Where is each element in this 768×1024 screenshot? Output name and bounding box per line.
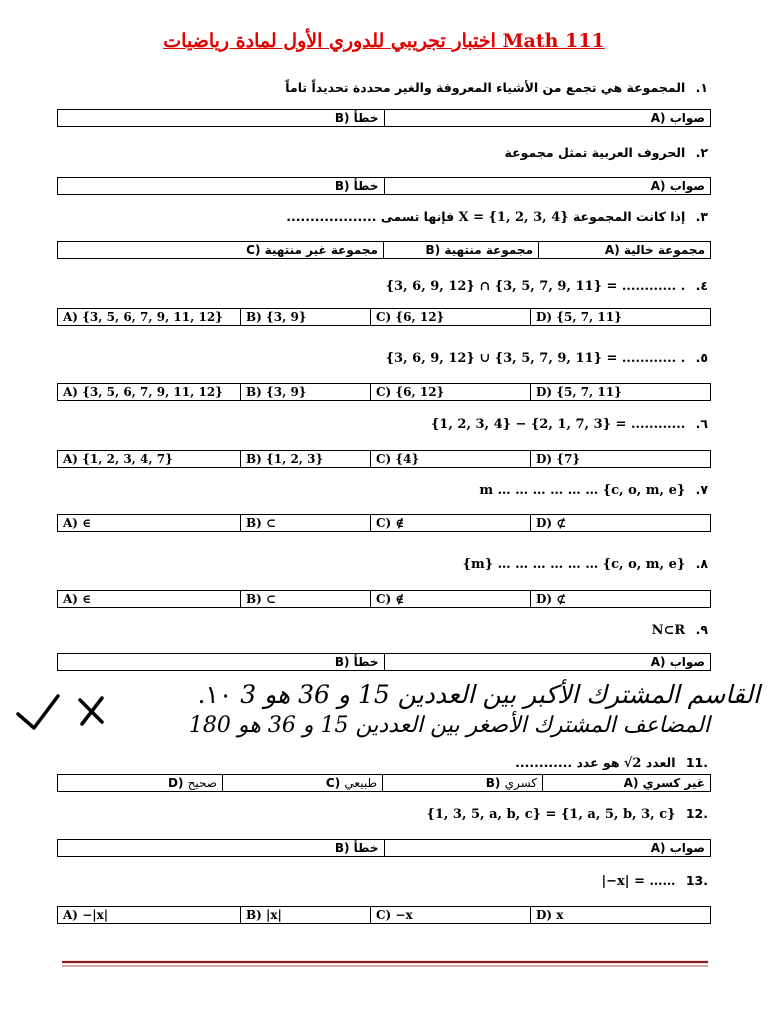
option-b[interactable]: خطأ (B bbox=[58, 840, 385, 857]
question-math: m … … … … … … {c, o, m, e} bbox=[479, 483, 686, 498]
question-text: المجموعة هي تجمع من الأشياء المعروفة والغير محددة تحديداً تاماً bbox=[285, 80, 686, 95]
option-d[interactable]: D) ⊄ bbox=[531, 591, 711, 608]
question-number: ٨. bbox=[695, 556, 708, 571]
option-a[interactable]: غير كسري (A bbox=[543, 775, 711, 792]
question-5 bbox=[68, 350, 708, 366]
option-c[interactable]: C) {4} bbox=[371, 451, 531, 468]
option-b[interactable]: خطأ (B bbox=[58, 654, 385, 671]
question-text: العدد bbox=[645, 755, 676, 770]
question-6 bbox=[68, 416, 708, 432]
answer-table-q4 bbox=[57, 308, 711, 326]
answer-table-q6 bbox=[57, 450, 711, 468]
title-arabic: اختبار تجريبي للدوري الأول لمادة رياضيات bbox=[163, 30, 496, 52]
question-number: .12 bbox=[685, 806, 708, 821]
question-text-after: فإنها تسمى ................... bbox=[286, 209, 455, 224]
option-a[interactable]: صواب (A bbox=[384, 110, 711, 127]
answer-table-q3 bbox=[57, 241, 711, 259]
answer-table-q1 bbox=[57, 109, 711, 127]
check-mark-icon bbox=[18, 696, 58, 728]
answer-table-q5 bbox=[57, 383, 711, 401]
title-course-code: Math 111 bbox=[502, 30, 605, 52]
option-a[interactable]: A) −|x| bbox=[58, 907, 241, 924]
question-math: √2 bbox=[623, 756, 642, 771]
question-math: {3, 6, 9, 12} ∪ {3, 5, 7, 9, 11} = ............ . bbox=[385, 351, 686, 366]
question-math: {3, 6, 9, 12} ∩ {3, 5, 7, 9, 11} = ............ . bbox=[385, 279, 686, 294]
option-d[interactable]: D) {7} bbox=[531, 451, 711, 468]
question-9 bbox=[68, 622, 708, 638]
option-a[interactable]: صواب (A bbox=[384, 654, 711, 671]
question-7 bbox=[68, 482, 708, 498]
option-b[interactable]: مجموعة منتهية (B bbox=[384, 242, 539, 259]
option-a[interactable]: A) {3, 5, 6, 7, 9, 11, 12} bbox=[58, 384, 241, 401]
question-13 bbox=[68, 873, 708, 889]
option-b[interactable]: B) {1, 2, 3} bbox=[241, 451, 371, 468]
option-c[interactable]: C) {6, 12} bbox=[371, 384, 531, 401]
question-4 bbox=[68, 278, 708, 294]
question-math: X = {1, 2, 3, 4} bbox=[458, 210, 569, 225]
option-b[interactable]: B) {3, 9} bbox=[241, 309, 371, 326]
question-text: إذا كانت المجموعة bbox=[572, 209, 686, 224]
option-b[interactable]: B) |x| bbox=[241, 907, 371, 924]
x-mark-icon bbox=[80, 698, 102, 724]
answer-table-q7 bbox=[57, 514, 711, 532]
question-text: الحروف العربية تمثل مجموعة bbox=[504, 145, 686, 160]
answer-table-q2 bbox=[57, 177, 711, 195]
option-a[interactable]: صواب (A bbox=[384, 178, 711, 195]
option-d[interactable]: D) {5, 7, 11} bbox=[531, 384, 711, 401]
option-a[interactable]: A) ∈ bbox=[58, 515, 241, 532]
option-d[interactable]: صحيح (D bbox=[58, 775, 223, 792]
question-number: ٩. bbox=[695, 622, 708, 637]
question-number: ١. bbox=[695, 80, 708, 95]
question-10-line-2 bbox=[189, 713, 710, 738]
question-math: {m} … … … … … … {c, o, m, e} bbox=[462, 557, 686, 572]
option-a[interactable]: A) ∈ bbox=[58, 591, 241, 608]
question-number: ٤. bbox=[695, 278, 708, 293]
page-title bbox=[0, 30, 768, 52]
option-b[interactable]: كسري (B bbox=[383, 775, 543, 792]
handwritten-answer-gcd: القاسم المشترك الأكبر بين العددين 15 و 36 هو 3 bbox=[240, 680, 760, 709]
option-b[interactable]: خطأ (B bbox=[58, 178, 385, 195]
question-number: ٢. bbox=[695, 145, 708, 160]
option-a[interactable]: مجموعة خالية (A bbox=[539, 242, 711, 259]
answer-table-q12 bbox=[57, 839, 711, 857]
question-number: ١٠. bbox=[197, 680, 233, 709]
handwritten-answer-lcm: المضاعف المشترك الأصغر بين العددين 15 و 36 هو 180 bbox=[188, 713, 710, 738]
question-11 bbox=[68, 755, 708, 771]
question-math: N⊂R bbox=[651, 623, 686, 638]
question-8 bbox=[68, 556, 708, 572]
grading-marks bbox=[14, 690, 134, 735]
option-a[interactable]: A) {1, 2, 3, 4, 7} bbox=[58, 451, 241, 468]
option-c[interactable]: طبيعي (C bbox=[223, 775, 383, 792]
option-a[interactable]: صواب (A bbox=[384, 840, 711, 857]
answer-table-q11 bbox=[57, 774, 711, 792]
question-number: ٧. bbox=[695, 482, 708, 497]
question-10-line-1 bbox=[197, 680, 760, 709]
question-math: {1, 2, 3, 4} − {2, 1, 7, 3} = ............ bbox=[430, 417, 686, 432]
option-c[interactable]: C) {6, 12} bbox=[371, 309, 531, 326]
answer-table-q13 bbox=[57, 906, 711, 924]
question-number: .13 bbox=[685, 873, 708, 888]
option-b[interactable]: B) ⊂ bbox=[241, 515, 371, 532]
option-c[interactable]: C) ∉ bbox=[371, 515, 531, 532]
option-d[interactable]: D) x bbox=[531, 907, 711, 924]
question-3 bbox=[68, 209, 708, 225]
question-number: .11 bbox=[685, 755, 708, 770]
option-c[interactable]: C) ∉ bbox=[371, 591, 531, 608]
footer-divider bbox=[62, 960, 708, 968]
option-a[interactable]: A) {3, 5, 6, 7, 9, 11, 12} bbox=[58, 309, 241, 326]
option-b[interactable]: B) {3, 9} bbox=[241, 384, 371, 401]
option-b[interactable]: B) ⊂ bbox=[241, 591, 371, 608]
question-number: ٣. bbox=[695, 209, 708, 224]
question-1 bbox=[68, 80, 708, 95]
option-c[interactable]: مجموعة غير منتهية (C bbox=[58, 242, 384, 259]
question-math: {1, 3, 5, a, b, c} = {1, a, 5, b, 3, c} bbox=[426, 807, 676, 822]
answer-table-q9 bbox=[57, 653, 711, 671]
option-d[interactable]: D) {5, 7, 11} bbox=[531, 309, 711, 326]
option-b[interactable]: خطأ (B bbox=[58, 110, 385, 127]
question-12 bbox=[68, 806, 708, 822]
question-2 bbox=[68, 145, 708, 160]
question-number: ٥. bbox=[695, 350, 708, 365]
question-number: ٦. bbox=[695, 416, 708, 431]
question-text-after: هو عدد ............ bbox=[515, 755, 620, 770]
answer-table-q8 bbox=[57, 590, 711, 608]
option-c[interactable]: C) −x bbox=[371, 907, 531, 924]
question-math: |−x| = …… bbox=[601, 874, 676, 889]
option-d[interactable]: D) ⊄ bbox=[531, 515, 711, 532]
